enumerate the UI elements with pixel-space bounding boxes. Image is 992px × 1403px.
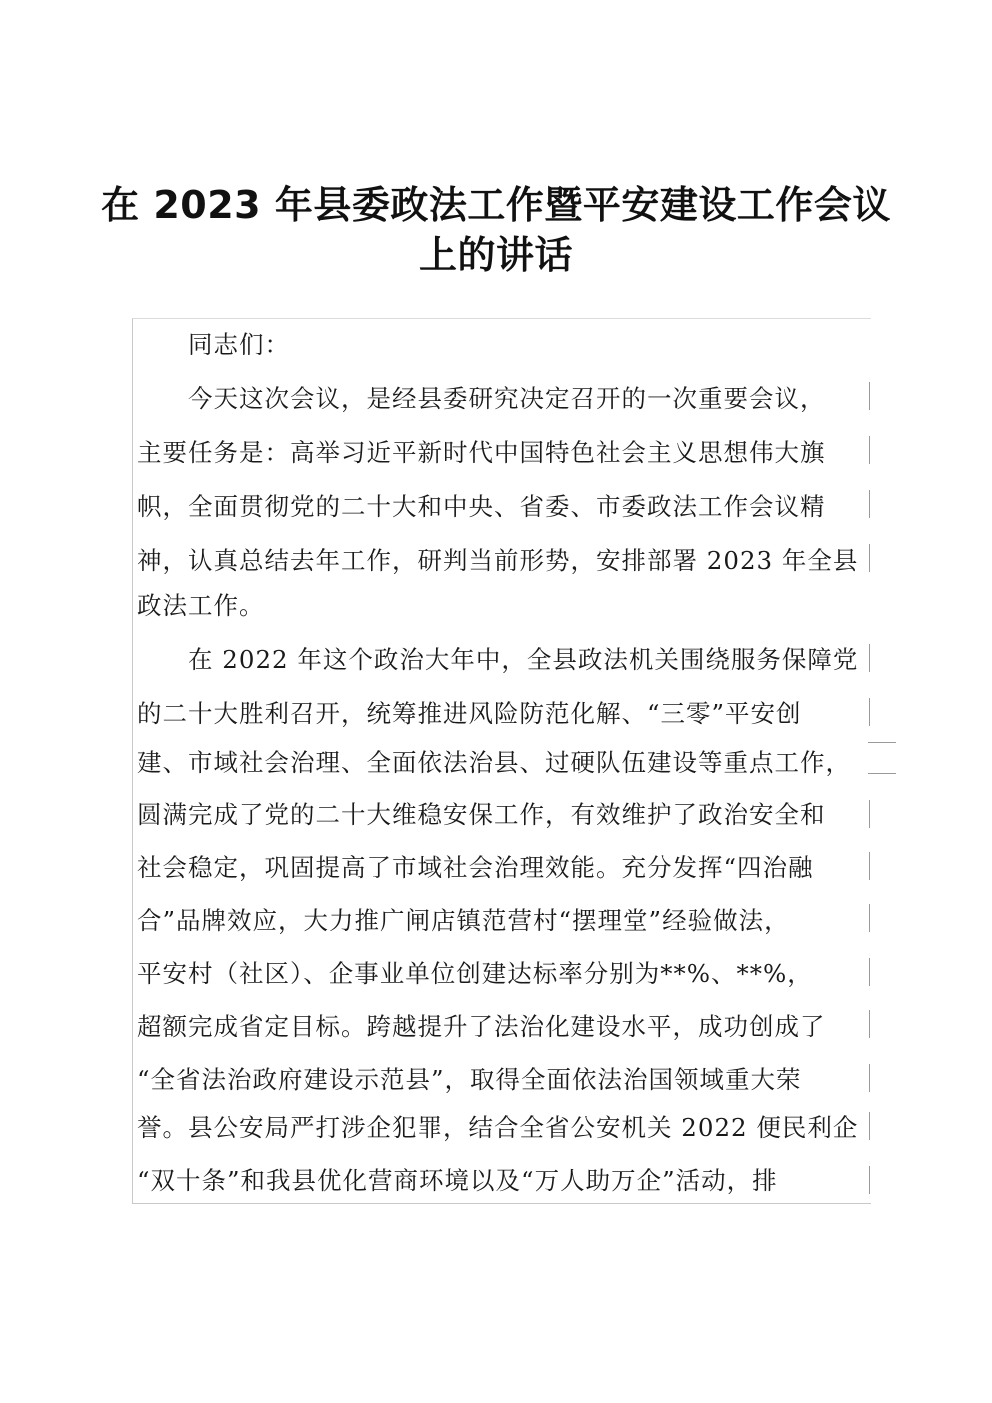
paragraph-1-line-1: 今天这次会议，是经县委研究决定召开的一次重要会议， — [188, 384, 826, 413]
change-bar — [869, 436, 870, 464]
paragraph-2-line-7: 平安村（社区）、企事业单位创建达标率分别为**%、**%， — [137, 959, 813, 988]
change-bar — [869, 490, 870, 518]
salutation: 同志们： — [188, 330, 290, 359]
change-bar — [869, 382, 870, 410]
document-title — [100, 180, 892, 280]
paragraph-1-line-5: 政法工作。 — [137, 591, 265, 620]
paragraph-2-line-3: 建、市域社会治理、全面依法治县、过硬队伍建设等重点工作， — [137, 748, 851, 777]
change-bar — [869, 644, 870, 672]
paragraph-1-line-4: 神，认真总结去年工作，研判当前形势，安排部署 2023 年全县 — [137, 546, 859, 575]
paragraph-2-line-5: 社会稳定，巩固提高了市域社会治理效能。充分发挥“四治融 — [137, 853, 814, 882]
title-line-2: 上的讲话 — [418, 233, 573, 277]
revision-callout-marker — [868, 742, 896, 774]
paragraph-2-line-10: 誉。县公安局严打涉企犯罪，结合全省公安机关 2022 便民利企 — [137, 1113, 859, 1142]
paragraph-2-line-6: 合”品牌效应，大力推广闸店镇范营村“摆理堂”经验做法， — [137, 906, 790, 935]
paragraph-1-line-2: 主要任务是：高举习近平新时代中国特色社会主义思想伟大旗 — [137, 438, 826, 467]
paragraph-2-line-2: 的二十大胜利召开，统筹推进风险防范化解、“三零”平安创 — [137, 699, 802, 728]
paragraph-2-line-8: 超额完成省定目标。跨越提升了法治化建设水平，成功创成了 — [137, 1012, 826, 1041]
change-bar — [869, 544, 870, 572]
change-bar — [869, 1010, 870, 1038]
change-bar — [869, 1064, 870, 1092]
change-bar — [869, 958, 870, 986]
change-bar — [869, 800, 870, 828]
change-bar — [869, 852, 870, 880]
paragraph-2-line-9: “全省法治政府建设示范县”，取得全面依法治国领域重大荣 — [137, 1065, 802, 1094]
paragraph-2-line-4: 圆满完成了党的二十大维稳安保工作，有效维护了政治安全和 — [137, 800, 826, 829]
change-bar — [869, 1166, 870, 1194]
change-bar — [869, 1112, 870, 1140]
paragraph-2-line-11: “双十条”和我县优化营商环境以及“万人助万企”活动，排 — [137, 1166, 778, 1195]
title-line-1: 在 2023 年县委政法工作暨平安建设工作会议 — [101, 183, 891, 227]
paragraph-1-line-3: 帜，全面贯彻党的二十大和中央、省委、市委政法工作会议精 — [137, 492, 826, 521]
change-bar — [869, 698, 870, 726]
paragraph-2-line-1: 在 2022 年这个政治大年中，全县政法机关围绕服务保障党 — [188, 645, 859, 674]
change-bar — [869, 904, 870, 932]
